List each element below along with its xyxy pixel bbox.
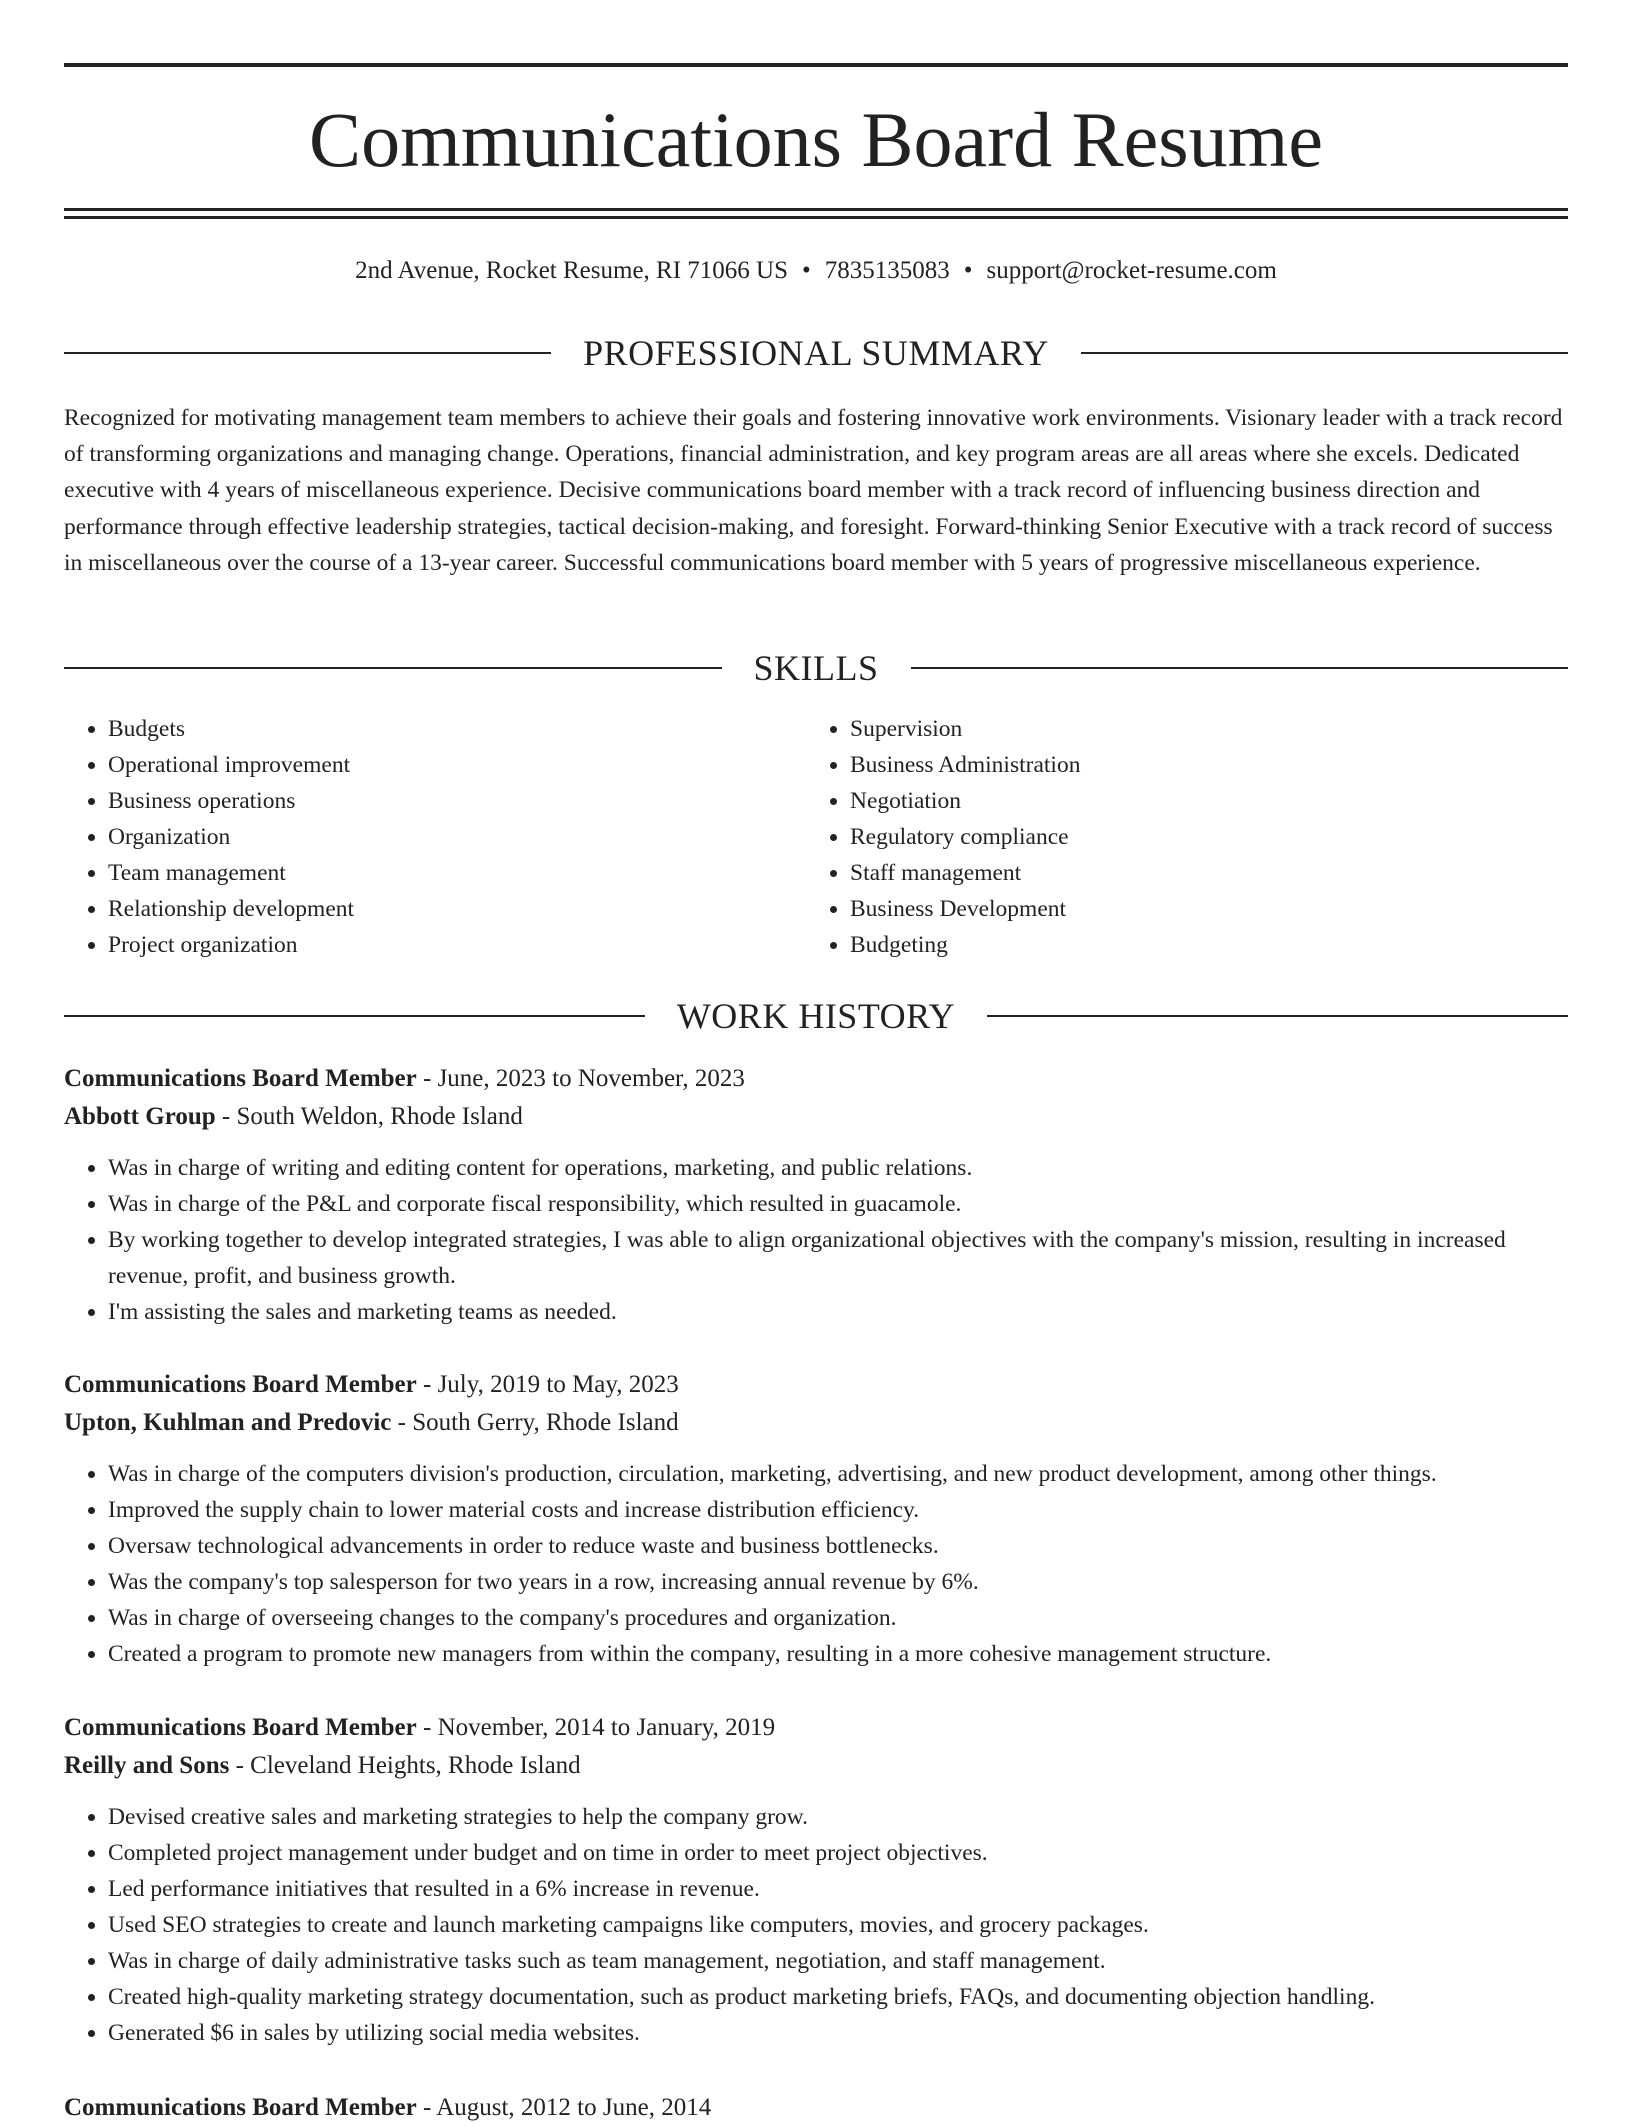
skills-heading	[64, 646, 1568, 690]
job-bullet: • Improved the supply chain to lower material costs and increase distribution efficiency.	[108, 1492, 1568, 1528]
job-bullet: • By working together to develop integrated strategies, I was able to align organizational objectives with the company's mission, resulting in increased revenue, profit, and business growth.	[108, 1222, 1568, 1294]
job-title-line	[64, 1709, 1568, 1747]
skills-heading-label: SKILLS	[753, 648, 879, 688]
work-heading-label: WORK HISTORY	[676, 996, 956, 1036]
skill-item: • Relationship development	[108, 891, 806, 927]
heading-rule	[1081, 352, 1568, 354]
skill-item: • Operational improvement	[108, 747, 806, 783]
heading-rule	[64, 667, 722, 669]
job-company: Upton, Kuhlman and Predovic	[64, 1409, 392, 1436]
job-bullet: • Used SEO strategies to create and launch marketing campaigns like computers, movies, and grocery packages.	[108, 1907, 1568, 1943]
skill-item: • Budgeting	[850, 927, 1548, 963]
job-company-line	[64, 1747, 1568, 1785]
contact-email: support@rocket-resume.com	[986, 257, 1277, 284]
skill-item: • Supervision	[850, 711, 1548, 747]
skill-item: • Team management	[108, 855, 806, 891]
job-bullets	[64, 1456, 1568, 1672]
skill-item: • Business operations	[108, 783, 806, 819]
job-location: - South Weldon, Rhode Island	[215, 1103, 523, 1130]
job-company: Abbott Group	[64, 1103, 216, 1130]
contact-line	[64, 254, 1568, 288]
resume-title: Communications Board Resume	[309, 96, 1323, 183]
job-title-line	[64, 2089, 1568, 2127]
job-company-line	[64, 1098, 1568, 1136]
job-bullets	[64, 1150, 1568, 1330]
job-company-line	[64, 1404, 1568, 1442]
job-title: Communications Board Member	[64, 1065, 417, 1092]
skills-column-right	[806, 711, 1548, 963]
job-dates: - November, 2014 to January, 2019	[416, 1714, 776, 1741]
job-bullet: • Was in charge of writing and editing content for operations, marketing, and public relations.	[108, 1150, 1568, 1186]
skill-item: • Business Development	[850, 891, 1548, 927]
job-bullet: • Was in charge of overseeing changes to the company's procedures and organization.	[108, 1600, 1568, 1636]
skill-item: • Regulatory compliance	[850, 819, 1548, 855]
work-heading	[64, 994, 1568, 1038]
job-dates: - June, 2023 to November, 2023	[416, 1065, 745, 1092]
job-title-line	[64, 1060, 1568, 1098]
job-entry	[64, 1709, 1568, 2051]
skills-column-left	[64, 711, 806, 963]
skill-item: • Staff management	[850, 855, 1548, 891]
contact-separator: •	[963, 257, 973, 284]
job-entry	[64, 2089, 1568, 2127]
job-entry	[64, 1060, 1568, 1330]
job-bullet: • Was in charge of the P&L and corporate fiscal responsibility, which resulted in guacamole.	[108, 1186, 1568, 1222]
skills-list	[64, 711, 1568, 963]
job-bullet: • Was in charge of daily administrative tasks such as team management, negotiation, and staff management.	[108, 1943, 1568, 1979]
summary-heading	[64, 331, 1568, 375]
job-bullet: • Oversaw technological advancements in order to reduce waste and business bottlenecks.	[108, 1528, 1568, 1564]
job-bullet: • Was in charge of the computers division's production, circulation, marketing, advertising, and new product development, among other things.	[108, 1456, 1568, 1492]
job-title-line	[64, 1366, 1568, 1404]
job-entry	[64, 1366, 1568, 1672]
skill-item: • Organization	[108, 819, 806, 855]
job-company: Reilly and Sons	[64, 1752, 230, 1779]
heading-rule	[911, 667, 1569, 669]
heading-rule	[987, 1015, 1568, 1017]
job-title: Communications Board Member	[64, 1371, 417, 1398]
job-bullet: • I'm assisting the sales and marketing teams as needed.	[108, 1294, 1568, 1330]
job-dates: - August, 2012 to June, 2014	[416, 2094, 712, 2121]
summary-heading-label: PROFESSIONAL SUMMARY	[583, 333, 1049, 373]
job-dates: - July, 2019 to May, 2023	[416, 1371, 679, 1398]
heading-rule	[64, 352, 551, 354]
title-double-rule	[64, 208, 1568, 219]
heading-rule	[64, 1015, 645, 1017]
job-title: Communications Board Member	[64, 2094, 417, 2121]
job-bullet: • Created high-quality marketing strategy documentation, such as product marketing briefs, FAQs, and documenting objection handling.	[108, 1979, 1568, 2015]
job-bullet: • Created a program to promote new managers from within the company, resulting in a more cohesive management structure.	[108, 1636, 1568, 1672]
summary-text: Recognized for motivating management team members to achieve their goals and fostering innovative work environments. Visionary leader with a track record of transforming organizations and managing change. Operations, financial administration, and key program areas are all areas where she excels. Dedicated executive with 4 years of miscellaneous experience. Decisive communications board member with a track record of influencing business direction and performance through effective leadership strategies, tactical decision-making, and foresight. Forward-thinking Senior Executive with a track record of success in miscellaneous over the course of a 13-year career. Successful communications board member with 5 years of progressive miscellaneous experience.	[64, 405, 1563, 576]
job-bullet: • Led performance initiatives that resulted in a 6% increase in revenue.	[108, 1871, 1568, 1907]
contact-phone: 7835135083	[824, 257, 950, 284]
skill-item: • Negotiation	[850, 783, 1548, 819]
job-bullet: • Completed project management under budget and on time in order to meet project objectives.	[108, 1835, 1568, 1871]
contact-address: 2nd Avenue, Rocket Resume, RI 71066 US	[355, 257, 788, 284]
job-bullet: • Was the company's top salesperson for two years in a row, increasing annual revenue by 6%.	[108, 1564, 1568, 1600]
job-bullet: • Generated $6 in sales by utilizing social media websites.	[108, 2015, 1568, 2051]
skill-item: • Business Administration	[850, 747, 1548, 783]
top-rule	[64, 63, 1568, 67]
job-location: - South Gerry, Rhode Island	[391, 1409, 679, 1436]
contact-separator: •	[802, 257, 811, 284]
job-bullet: • Devised creative sales and marketing strategies to help the company grow.	[108, 1799, 1568, 1835]
skill-item: • Budgets	[108, 711, 806, 747]
job-title: Communications Board Member	[64, 1714, 417, 1741]
skill-item: • Project organization	[108, 927, 806, 963]
job-bullets	[64, 1799, 1568, 2051]
job-location: - Cleveland Heights, Rhode Island	[229, 1752, 581, 1779]
